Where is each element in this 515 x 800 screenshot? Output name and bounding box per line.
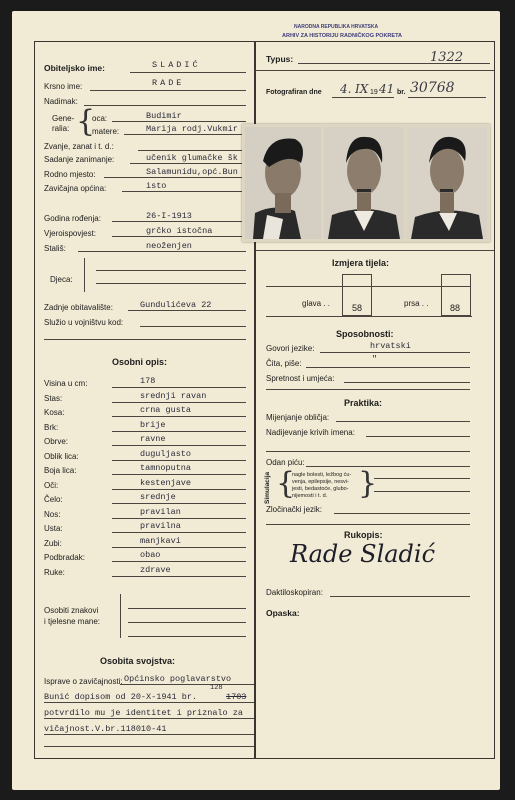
description-label: Nos: [44, 510, 61, 519]
description-line [112, 547, 246, 548]
description-line [112, 503, 246, 504]
description-line [112, 431, 246, 432]
birthplace-value: Salamunidu,opć.Bun [146, 167, 238, 177]
documents-line-1: Općinsko poglavarstvo [124, 674, 232, 684]
description-line [112, 416, 246, 417]
description-value: srednje [140, 492, 176, 502]
military-line-2 [44, 339, 246, 340]
surname-value: SLADIĆ [152, 60, 201, 70]
documents-line-2: Bunić dopisom od 20-X-1941 br. [44, 692, 198, 702]
marks-label-1: Osobiti znakovi [44, 606, 99, 615]
description-line [112, 445, 246, 446]
description-label: Ruke: [44, 568, 65, 577]
photo-label: Fotografiran dne [266, 89, 322, 96]
description-line [112, 402, 246, 403]
description-value: obao [140, 550, 161, 560]
criminal-language-line [334, 513, 470, 514]
photo-day: 4. [340, 82, 352, 96]
simulation-text-1: nagle bolesti, ležbog ću- [292, 472, 352, 478]
false-names-line [366, 436, 470, 437]
description-line [112, 532, 246, 533]
measure-heading: Izmjera tijela: [332, 258, 390, 268]
description-line [112, 518, 246, 519]
simulation-brace-right: } [358, 466, 378, 501]
mother-value: Marija rodj.Vukmir [146, 124, 238, 134]
description-line [112, 561, 246, 562]
military-label: Služio u vojništvu kod: [44, 318, 124, 327]
description-value: pravilna [140, 521, 181, 531]
current-occupation-value: učenik glumačke šk [146, 153, 238, 163]
documents-line-3: potvrdilo mu je identitet i priznalo za [44, 708, 243, 718]
documents-rule-1 [120, 684, 254, 685]
practice-end-line [266, 524, 470, 525]
father-label: oca: [92, 114, 108, 123]
residence-label: Zadnje obitavalište: [44, 303, 113, 312]
documents-label: Isprave o zavičajnosti: [44, 677, 123, 686]
father-line [112, 121, 246, 122]
description-label: Usta: [44, 524, 63, 533]
description-value: 178 [140, 376, 156, 386]
mother-line [124, 134, 246, 135]
handwriting-heading: Rukopis: [344, 530, 383, 540]
documents-correction-number: 128 [210, 684, 223, 692]
status-label: Stališ: [44, 244, 66, 253]
chest-label: prsa . . [404, 299, 429, 308]
nickname-line [84, 105, 246, 106]
municipality-line [122, 191, 246, 192]
description-heading: Osobni opis: [112, 357, 167, 367]
description-label: Oblik lica: [44, 452, 79, 461]
false-names-label: Nadijevanje krivih imena: [266, 428, 355, 437]
simulation-brace-left: { [276, 466, 296, 501]
face-change-line [336, 421, 470, 422]
photo-number: 30768 [410, 80, 455, 96]
documents-struck-number: 1703 [226, 692, 247, 702]
skills-label: Spretnost i umjeća: [266, 374, 335, 383]
maiden-label: Krsno ime: [44, 82, 83, 91]
children-line-2 [96, 283, 246, 284]
description-label: Čelo: [44, 495, 63, 504]
birthplace-label: Rodno mjesto: [44, 170, 96, 179]
reads-label: Čita, piše: [266, 359, 302, 368]
head-label: glava . . [302, 299, 331, 308]
occupation-label: Zvanje, zanat i t. d.: [44, 142, 114, 151]
frontal-photo [324, 127, 404, 239]
description-label: Visina u cm: [44, 379, 88, 388]
photo-month: IX [355, 82, 369, 96]
archive-stamp-line1: NARODNA REPUBLIKA HRVATSKA [294, 24, 379, 30]
type-line [298, 63, 490, 64]
documents-rule-3 [44, 718, 254, 719]
documents-rule-5 [44, 746, 254, 747]
description-label: Podbradak: [44, 553, 85, 562]
languages-value: hrvatski [370, 341, 411, 351]
status-line [78, 251, 246, 252]
surname-label: Obiteljsko ime: [44, 63, 105, 73]
description-label: Kosa: [44, 408, 65, 417]
features-heading: Osobita svojstva: [100, 656, 176, 666]
documents-line-4: vičajnost.V.br.118010-41 [44, 724, 167, 734]
measure-bottom-line [266, 316, 472, 317]
nickname-label: Nadimak: [44, 97, 78, 106]
page-number: 1322 [430, 50, 464, 65]
description-value: zdrave [140, 565, 171, 575]
surname-line [130, 72, 246, 73]
genealogy-brace: { [76, 104, 96, 139]
abilities-heading: Sposobnosti: [336, 329, 394, 339]
photos-bottom-rule [255, 250, 494, 251]
residence-line [128, 310, 246, 311]
photo-number-label: br. [397, 89, 406, 96]
description-value: manjkavi [140, 536, 181, 546]
signature: Rade Sladić [290, 540, 436, 568]
description-value: crna gusta [140, 405, 192, 415]
description-line [112, 460, 246, 461]
type-label: Typus: [266, 54, 294, 64]
genealogy-label-2: ralia: [52, 124, 70, 133]
birthyear-value: 26-I-1913 [146, 211, 192, 221]
birthyear-label: Godina rođenja: [44, 214, 101, 223]
military-line [140, 326, 246, 327]
description-label: Boja lica: [44, 466, 77, 475]
occupation-line [138, 150, 246, 151]
photo-year-prefix: 19 [370, 89, 378, 96]
municipality-value: isto [146, 181, 167, 191]
children-line-1 [96, 270, 246, 271]
status-value: neoženjen [146, 241, 192, 251]
marks-line-3 [128, 636, 246, 637]
reads-value: " [372, 354, 378, 364]
children-box [84, 258, 248, 292]
skills-line-2 [266, 389, 470, 390]
note-label: Opaska: [266, 608, 300, 618]
description-label: Brk: [44, 423, 59, 432]
simulation-text-3: jesti, bedastoće, glubo- [292, 486, 349, 492]
head-value: 58 [352, 303, 363, 313]
simulation-line-1 [374, 478, 470, 479]
marks-line-2 [128, 622, 246, 623]
description-value: brije [140, 420, 166, 430]
description-value: kestenjave [140, 478, 192, 488]
practice-blank-line [266, 451, 470, 452]
father-value: Budimir [146, 111, 182, 121]
reads-line [306, 367, 470, 368]
languages-label: Govori jezike: [266, 344, 315, 353]
documents-rule-2 [44, 702, 254, 703]
description-line [112, 489, 246, 490]
marks-box [120, 594, 248, 638]
municipality-label: Zavičajna općina: [44, 184, 107, 193]
simulation-line-2 [374, 491, 470, 492]
documents-rule-4 [44, 734, 254, 735]
description-label: Zubi: [44, 539, 62, 548]
face-change-label: Mijenjanje obličja: [266, 413, 330, 422]
description-label: Stas: [44, 394, 63, 403]
description-value: ravne [140, 434, 166, 444]
three-quarter-photo [407, 127, 487, 239]
archive-stamp-line2: ARHIV ZA HISTORIJU RADNIČKOG POKRETA [282, 33, 402, 39]
drinking-line [306, 466, 470, 467]
practice-heading: Praktika: [344, 398, 383, 408]
fingerprint-label: Daktiloskopiran: [266, 588, 323, 597]
description-value: tamnoputna [140, 463, 192, 473]
simulation-text-4: nijemosti i t. d. [292, 493, 328, 499]
description-line [112, 474, 246, 475]
current-occupation-line [130, 163, 246, 164]
simulation-label: Simulacija [264, 471, 271, 504]
skills-line [344, 382, 470, 383]
photo-number-line [408, 97, 486, 98]
religion-value: grčko istočna [146, 226, 213, 236]
mother-label: matere: [92, 127, 120, 136]
description-label: Oči: [44, 481, 59, 490]
simulation-text-2: venja, epilepsije, nesvi- [292, 479, 349, 485]
header-rule [255, 70, 494, 71]
description-value: srednji ravan [140, 391, 207, 401]
religion-label: Vjeroispovjest: [44, 229, 97, 238]
description-value: pravilan [140, 507, 181, 517]
profile-photo [245, 127, 321, 239]
languages-line [320, 352, 470, 353]
drinking-label: Odan piću: [266, 458, 305, 467]
genealogy-label-1: Gene- [52, 114, 75, 123]
maiden-line [90, 90, 246, 91]
religion-line [112, 236, 246, 237]
children-label: Djeca: [50, 275, 73, 284]
marks-line-1 [128, 608, 246, 609]
birthyear-line [112, 221, 246, 222]
description-value: duguljasto [140, 449, 192, 459]
residence-value: Gundulićeva 22 [140, 300, 212, 310]
photo-date-line [332, 97, 394, 98]
maiden-value: RADE [152, 78, 185, 88]
current-occupation-label: Sadanje zanimanje: [44, 155, 115, 164]
criminal-language-label: Zločinački jezik: [266, 505, 323, 514]
mugshot-photos [242, 124, 490, 242]
chest-value: 88 [450, 303, 461, 313]
birthplace-line [104, 177, 246, 178]
description-line [112, 387, 246, 388]
description-label: Obrve: [44, 437, 69, 446]
photo-year: 41 [379, 82, 395, 96]
description-line [112, 576, 246, 577]
fingerprint-line [330, 596, 470, 597]
marks-label-2: i tjelesne mane: [44, 617, 101, 626]
